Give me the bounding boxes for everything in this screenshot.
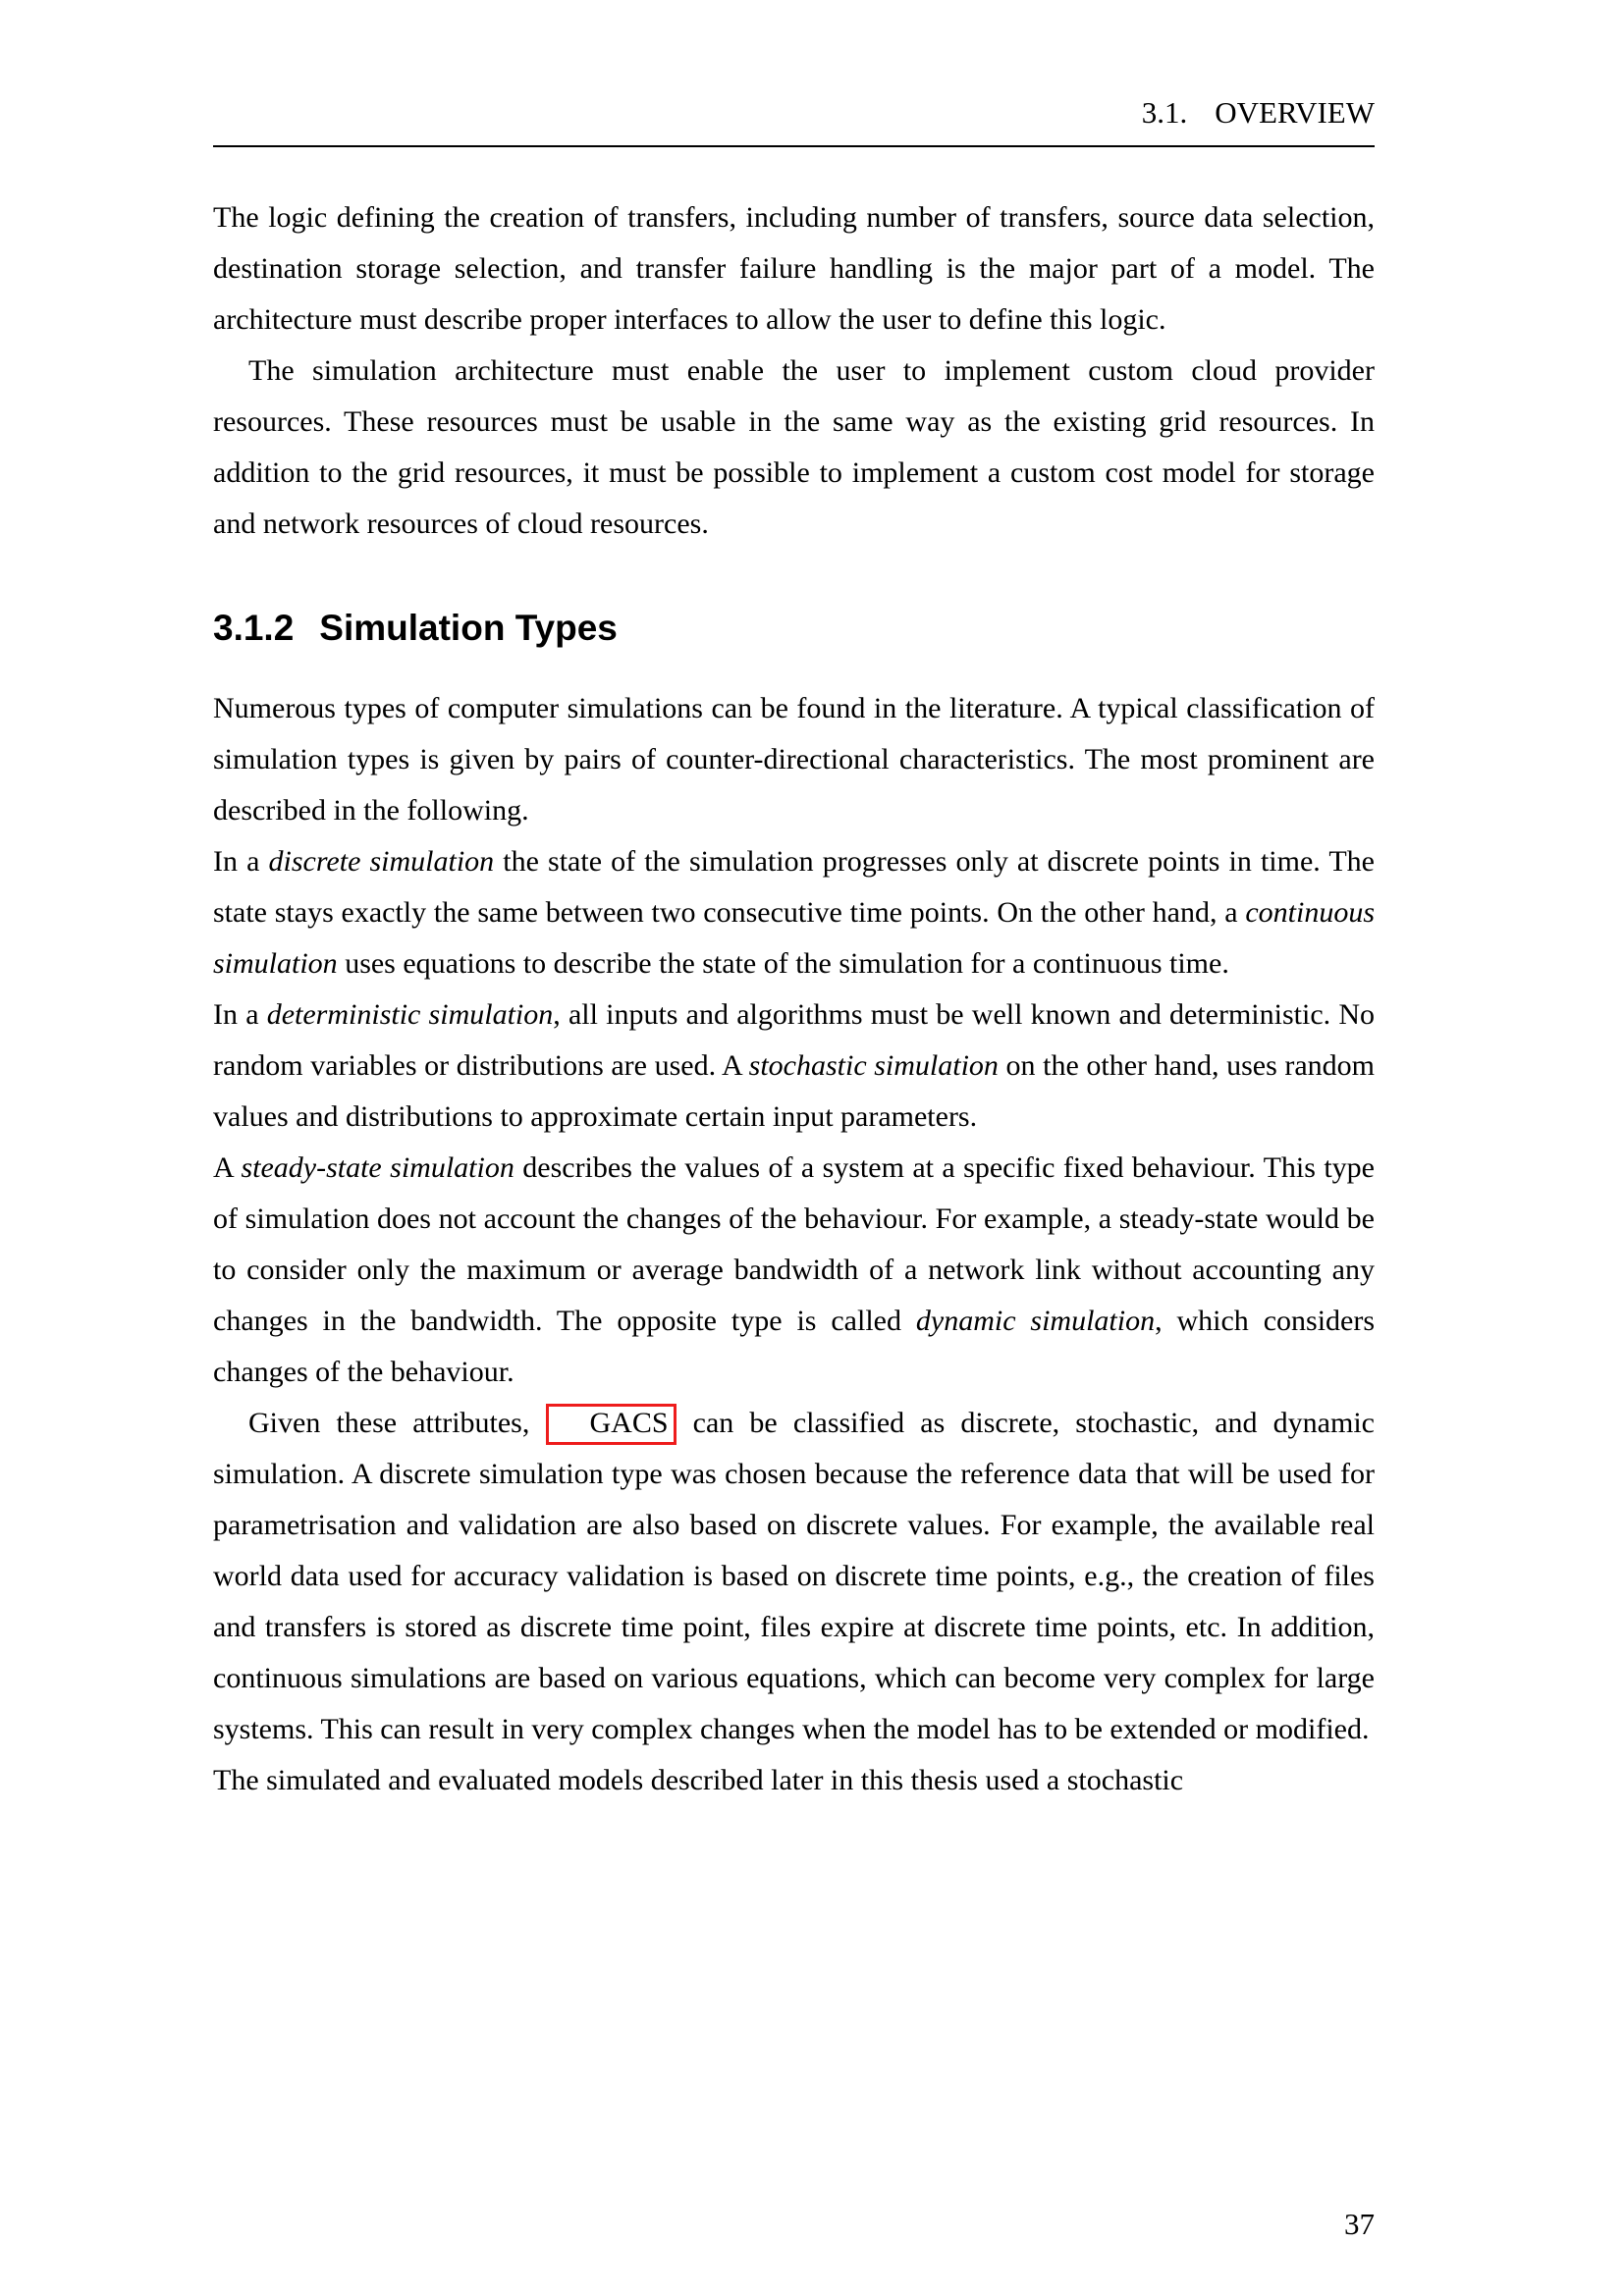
text-run: steady-state simulation <box>241 1151 514 1184</box>
text-run: deterministic simulation <box>266 998 554 1031</box>
running-header-section-number: 3.1. <box>1141 95 1188 130</box>
gacs-link-box[interactable]: GACS <box>546 1404 676 1445</box>
paragraph <box>213 1398 1375 1755</box>
text-run: Numerous types of computer simulations can be found in the literature. A typical classification of simulation types is given by pairs of counter-directional characteristics. The most prominent are described in the following. <box>213 692 1375 827</box>
text-run: continuous simulation <box>213 896 1375 980</box>
paragraph <box>213 1755 1375 1806</box>
text-run: describes the values of a system at a specific fixed behaviour. This type of simulation does not account the changes of the behaviour. For example, a steady-state would be to consider only the maximum or average bandwidth of a network link without accounting any changes in the bandwidth. The opposite type is called <box>213 1151 1375 1337</box>
running-header <box>213 96 1375 130</box>
text-run: In a <box>213 845 269 878</box>
text-run: uses equations to describe the state of the simulation for a continuous time. <box>337 947 1229 980</box>
text-run: stochastic simulation <box>748 1049 999 1082</box>
page-number: 37 <box>1344 2207 1375 2241</box>
text-run: In a <box>213 998 267 1031</box>
text-run: The logic defining the creation of transfers, including number of transfers, source data selection, destination storage selection, and transfer failure handling is the major part of a model. The architecture must describe proper interfaces to allow the user to define this logic. <box>213 201 1375 336</box>
paragraph <box>213 683 1375 836</box>
paragraph <box>213 836 1375 989</box>
section-heading <box>213 607 1375 650</box>
section-number: 3.1.2 <box>213 608 295 648</box>
text-run: The simulated and evaluated models described later in this thesis used a stochastic <box>213 1764 1184 1796</box>
text-run: discrete simulation <box>268 845 495 878</box>
page-header <box>213 96 1375 147</box>
text-run: the state of the simulation progresses only at discrete points in time. The state stays exactly the same between two consecutive time points. On the other hand, a <box>213 845 1375 929</box>
text-run: Given these attributes, <box>248 1407 546 1439</box>
paragraph <box>213 1143 1375 1398</box>
page-footer <box>1344 2207 1375 2242</box>
paragraph <box>213 989 1375 1143</box>
text-run: The simulation architecture must enable the user to implement custom cloud provider resources. These resources must be usable in the same way as the existing grid resources. In addition to the grid resources, it must be possible to implement a custom cost model for storage and network resources of cloud resources. <box>213 354 1375 540</box>
text-run: , which considers changes of the behaviour. <box>213 1305 1376 1388</box>
text-run: dynamic simulation <box>915 1305 1156 1337</box>
running-header-title: OVERVIEW <box>1215 95 1375 130</box>
paragraph <box>213 192 1375 346</box>
content-blocks <box>213 192 1375 1806</box>
text-run: can be classified as discrete, stochastic, and dynamic simulation. A discrete simulation type was chosen because the reference data that will be used for parametrisation and validation are also based on discrete values. For example, the available real world data used for accuracy validation is based on discrete time points, e.g., the creation of files and transfers is stored as discrete time point, files expire at discrete time points, etc. In addition, continuous simulations are based on various equations, which can become very complex for large systems. This can result in very complex changes when the model has to be extended or modified. <box>213 1407 1375 1745</box>
text-run: on the other hand, uses random values and distributions to approximate certain input parameters. <box>213 1049 1375 1133</box>
section-title: Simulation Types <box>319 608 618 648</box>
text-run: , all inputs and algorithms must be well known and deterministic. No random variables or distributions are used. A <box>213 998 1376 1082</box>
paragraph <box>213 346 1375 550</box>
text-run: A <box>213 1151 242 1184</box>
header-rule <box>213 145 1375 147</box>
